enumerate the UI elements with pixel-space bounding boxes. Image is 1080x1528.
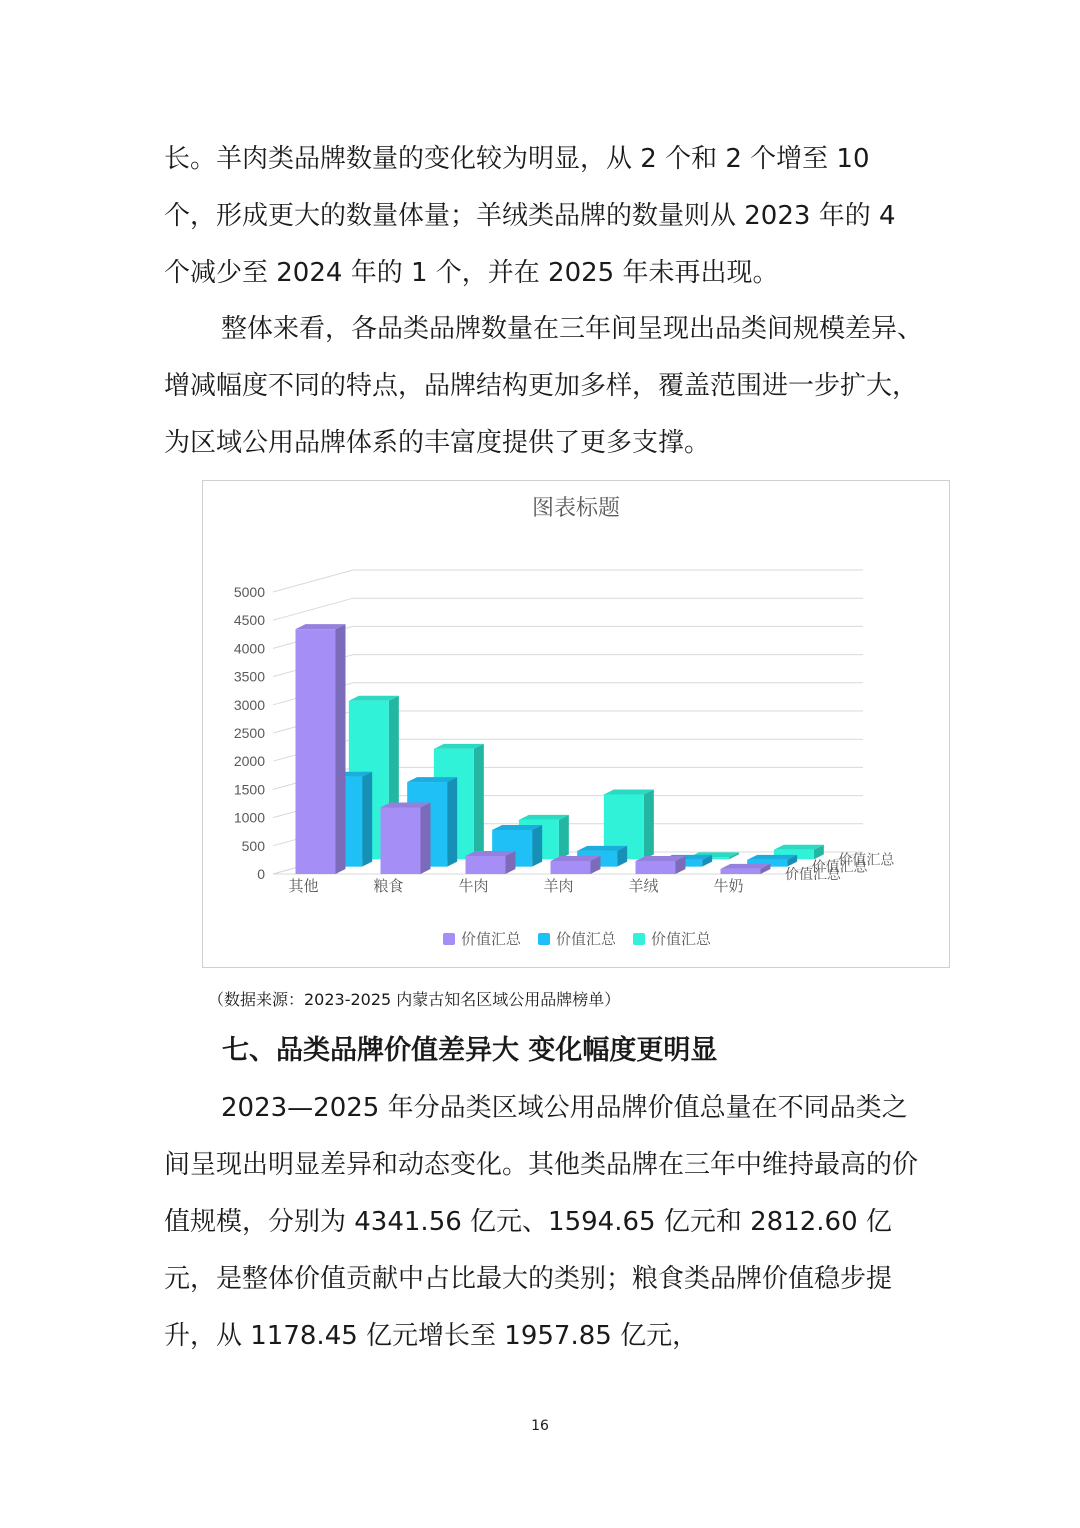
bar-series1-1 (381, 803, 431, 874)
bar-side (362, 772, 372, 867)
y-tick-label: 2500 (233, 725, 265, 741)
chart-container (202, 480, 950, 968)
x-tick-label: 牛肉 (458, 878, 489, 895)
bar-side (421, 803, 431, 874)
bar-front (296, 629, 336, 874)
bar-front (721, 869, 761, 874)
series-depth-label: 价值汇总 (811, 858, 868, 875)
y-tick-label: 3500 (233, 668, 265, 685)
y-tick-label: 500 (241, 837, 265, 854)
paragraph-summary: 整体来看，各品类品牌数量在三年间呈现出品类间规模差异、增减幅度不同的特点，品牌结构更加多样，覆盖范围进一步扩大，为区域公用品牌体系的丰富度提供了更多支撑。 (164, 314, 924, 458)
chart-title: 图表标题 (531, 495, 621, 520)
y-tick-label: 1000 (233, 809, 265, 826)
bar-series1-2 (466, 851, 516, 874)
chart-legend (443, 930, 712, 948)
bar-series1-0 (296, 624, 346, 874)
bar-side (532, 825, 542, 867)
y-tick-label: 1500 (233, 781, 265, 798)
data-source-note: （数据来源：2023-2025 内蒙古知名区域公用品牌榜单） (208, 990, 621, 1009)
bar-side (559, 815, 569, 859)
chart-bars (296, 624, 824, 874)
bar-front (466, 856, 506, 874)
x-tick-label: 其他 (288, 878, 319, 895)
y-tick-label: 4000 (233, 640, 265, 657)
gridline (273, 626, 863, 648)
y-tick-label: 5000 (233, 584, 265, 600)
bar-side (336, 624, 346, 874)
bar-series1-3 (551, 856, 601, 874)
bar-front (636, 861, 676, 874)
legend-label: 价值汇总 (651, 931, 712, 948)
legend-label: 价值汇总 (461, 931, 522, 948)
bar-side (644, 789, 654, 859)
x-tick-label: 羊肉 (543, 878, 574, 895)
legend-swatch (633, 933, 645, 945)
bar-front (381, 808, 421, 874)
bar-series1-4 (636, 856, 686, 874)
bar-series1-5 (721, 864, 771, 874)
x-tick-label: 粮食 (373, 878, 404, 895)
gridline (273, 598, 863, 620)
x-tick-label: 牛奶 (713, 878, 744, 895)
legend-swatch (443, 933, 455, 945)
paragraph-intro: 长。羊肉类品牌数量的变化较为明显，从 2 个和 2 个增至 10 个，形成更大的数量体量；羊绒类品牌的数量则从 2023 年的 4 个减少至 2024 年的 1 个，并在 2025 年未再出现。 (164, 144, 896, 288)
gridline (273, 655, 863, 677)
legend-swatch (538, 933, 550, 945)
bar-chart-3d (203, 481, 949, 967)
x-tick-label: 羊绒 (628, 878, 659, 895)
y-tick-label: 2000 (233, 753, 265, 770)
section-heading: 七、品类品牌价值差异大 变化幅度更明显 (222, 1035, 718, 1066)
series-depth-label: 价值汇总 (838, 851, 895, 868)
gridline (273, 570, 863, 592)
bar-side (474, 744, 484, 859)
legend-label: 价值汇总 (556, 931, 617, 948)
y-tick-label: 0 (257, 866, 265, 882)
series-depth-label: 价值汇总 (785, 866, 841, 882)
y-tick-label: 4500 (233, 612, 265, 629)
bar-front (551, 861, 591, 874)
paragraph-section7: 2023—2025 年分品类区域公用品牌价值总量在不同品类之间呈现出明显差异和动态变化。其他类品牌在三年中维持最高的价值规模，分别为 4341.56 亿元、1594.65 亿元和 2812.60 亿元，是整体价值贡献中占比最大的类别；粮食类品牌价值稳步提升，从 1178.45 亿元增长至 1957.85 亿元， (164, 1093, 919, 1351)
bar-side (447, 777, 457, 867)
page-number: 16 (531, 1418, 549, 1434)
y-tick-label: 3000 (233, 696, 265, 713)
